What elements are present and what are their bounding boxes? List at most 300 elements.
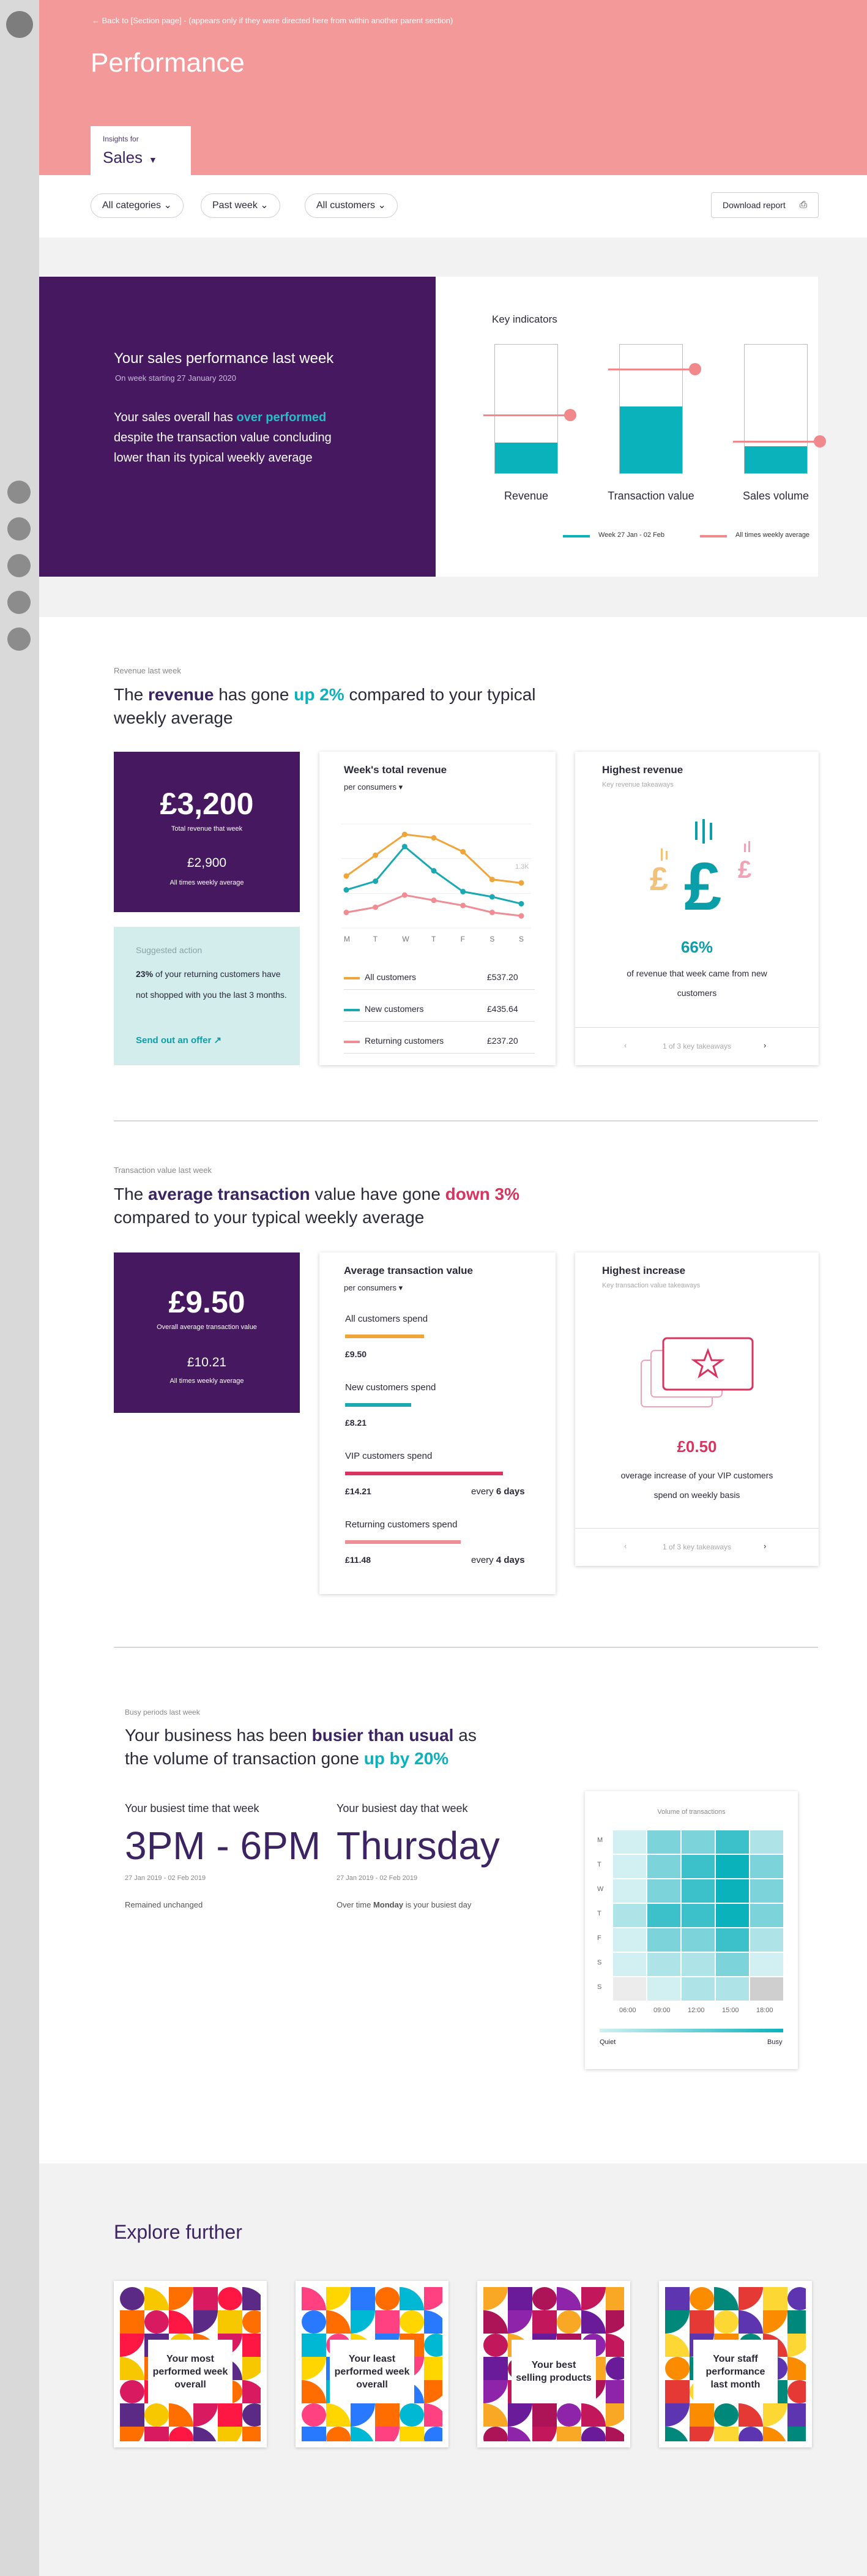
pattern-shape bbox=[351, 2310, 375, 2334]
heatmap-scale bbox=[600, 2029, 783, 2032]
pattern-shape bbox=[787, 2380, 806, 2403]
pattern-shape bbox=[120, 2357, 144, 2380]
revenue-total-card bbox=[114, 752, 300, 912]
busiest-time-label: Your busiest time that week bbox=[125, 1802, 259, 1814]
pattern-shape bbox=[424, 2403, 442, 2427]
indicator-bar bbox=[494, 344, 558, 474]
pattern-shape bbox=[483, 2357, 508, 2380]
pattern-shape bbox=[532, 2427, 557, 2441]
pattern-shape bbox=[120, 2334, 144, 2357]
pattern-shape bbox=[424, 2310, 442, 2334]
busiest-time-note: Remained unchanged bbox=[125, 1900, 203, 1909]
legend-swatch bbox=[344, 977, 360, 979]
highest-revenue-card bbox=[575, 752, 819, 1065]
pattern-shape bbox=[400, 2427, 424, 2441]
heatmap-cell bbox=[647, 1855, 680, 1878]
heatmap-hour-label: 12:00 bbox=[688, 2007, 705, 2014]
heatmap-cell bbox=[750, 1953, 783, 1976]
typical-marker bbox=[689, 363, 701, 375]
pattern-shape bbox=[606, 2427, 624, 2441]
legend-typical-swatch bbox=[700, 535, 727, 537]
heatmap-hour-label: 06:00 bbox=[619, 2007, 636, 2014]
highest-increase-value: £0.50 bbox=[677, 1437, 717, 1456]
pattern-shape bbox=[351, 2427, 375, 2441]
heatmap-cell bbox=[682, 1953, 715, 1976]
highest-revenue-title: Highest revenue bbox=[602, 764, 683, 776]
pattern-shape bbox=[665, 2427, 690, 2441]
pattern-shape bbox=[302, 2403, 326, 2427]
pattern-shape bbox=[120, 2380, 144, 2403]
pattern-shape bbox=[763, 2287, 787, 2310]
indicator-fill bbox=[745, 446, 807, 473]
heatmap-day-label: W bbox=[597, 1885, 604, 1893]
tab-value-wrap[interactable] bbox=[103, 148, 157, 167]
pattern-shape bbox=[218, 2287, 242, 2310]
pattern-shape bbox=[665, 2287, 690, 2310]
indicator-label: Transaction value bbox=[608, 490, 694, 502]
heatmap-quiet: Quiet bbox=[600, 2039, 616, 2046]
highest-increase-subtitle: Key transaction value takeaways bbox=[602, 1282, 701, 1289]
heatmap-day-label: T bbox=[597, 1910, 601, 1917]
heatmap-cell bbox=[682, 1855, 715, 1878]
legend-swatch bbox=[344, 1041, 360, 1043]
txn-bar bbox=[345, 1335, 424, 1338]
heatmap-hour-label: 15:00 bbox=[722, 2007, 739, 2014]
explore-tile[interactable] bbox=[477, 2281, 630, 2447]
explore-title: Explore further bbox=[114, 2221, 242, 2243]
pattern-shape bbox=[483, 2403, 508, 2427]
category-filter-label: All categories bbox=[102, 200, 162, 211]
txn-row-value: £14.21 bbox=[345, 1486, 371, 1496]
pattern-shape bbox=[532, 2287, 557, 2310]
highest-revenue-pct: 66% bbox=[680, 938, 713, 956]
x-tick-label: S bbox=[489, 935, 495, 943]
busiest-day-label: Your busiest day that week bbox=[337, 1802, 468, 1814]
pattern-shape bbox=[242, 2427, 261, 2441]
data-point bbox=[519, 913, 524, 919]
busiest-time-dates: 27 Jan 2019 - 02 Feb 2019 bbox=[125, 1874, 206, 1882]
heatmap-cell bbox=[716, 1953, 749, 1976]
pattern-shape bbox=[483, 2334, 508, 2357]
explore-tile[interactable] bbox=[659, 2281, 812, 2447]
heatmap-cell bbox=[682, 1904, 715, 1927]
pattern-shape bbox=[665, 2403, 690, 2427]
pattern-shape bbox=[557, 2427, 581, 2441]
heatmap-cell bbox=[613, 1879, 646, 1903]
pattern-shape bbox=[581, 2310, 606, 2334]
summary-text bbox=[114, 408, 334, 468]
note-bold: Monday bbox=[373, 1900, 404, 1909]
page bbox=[39, 0, 867, 2576]
pattern-shape bbox=[326, 2427, 351, 2441]
txn-row-value: £9.50 bbox=[345, 1349, 367, 1359]
typical-marker bbox=[814, 435, 826, 447]
txn-row-value: £8.21 bbox=[345, 1418, 367, 1428]
busiest-day-dates: 27 Jan 2019 - 02 Feb 2019 bbox=[337, 1874, 418, 1882]
heatmap-cell bbox=[716, 1855, 749, 1878]
explore-tile-label: Your least performed week overall bbox=[330, 2340, 414, 2403]
heatmap-busy: Busy bbox=[767, 2039, 783, 2046]
pattern-shape bbox=[193, 2427, 218, 2441]
menu-dot-icon[interactable] bbox=[6, 11, 33, 38]
pattern-shape bbox=[242, 2310, 261, 2334]
heatmap-cell bbox=[716, 1977, 749, 2001]
nav-dot-icon[interactable] bbox=[7, 554, 31, 577]
pattern-shape bbox=[375, 2427, 400, 2441]
heatmap-cell bbox=[613, 1830, 646, 1854]
txn-row-value: £11.48 bbox=[345, 1555, 371, 1565]
pattern-shape bbox=[606, 2334, 624, 2357]
summary-text-a: Your sales overall has bbox=[114, 411, 237, 424]
heatmap-cell bbox=[716, 1904, 749, 1927]
pattern-shape bbox=[557, 2310, 581, 2334]
pattern-shape bbox=[763, 2310, 787, 2334]
revenue-row-label: Returning customers bbox=[365, 1036, 444, 1046]
section-divider bbox=[114, 1647, 818, 1648]
txn-row-label: All customers spend bbox=[345, 1314, 428, 1324]
heatmap-cell bbox=[750, 1830, 783, 1854]
legend-swatch bbox=[344, 1009, 360, 1011]
pattern-shape bbox=[483, 2287, 508, 2310]
pattern-shape bbox=[690, 2310, 714, 2334]
heatmap-cell bbox=[682, 1928, 715, 1952]
chevron-down-icon: ⌄ bbox=[260, 200, 269, 211]
x-tick-label: S bbox=[519, 935, 524, 943]
heatmap-title: Volume of transactions bbox=[657, 1808, 726, 1816]
weekly-revenue-card bbox=[319, 752, 556, 1065]
revenue-total-label: Total revenue that week bbox=[171, 825, 243, 833]
heatmap-hour-label: 18:00 bbox=[756, 2007, 773, 2014]
pattern-shape bbox=[739, 2427, 763, 2441]
heatmap-cell bbox=[613, 1904, 646, 1927]
data-point bbox=[344, 874, 349, 879]
pattern-shape bbox=[242, 2380, 261, 2403]
back-link[interactable]: ← Back to [Section page] - (appears only if they were directed here from within another parent section) bbox=[92, 16, 453, 25]
pattern-shape bbox=[375, 2403, 400, 2427]
heatmap-cell bbox=[750, 1904, 783, 1927]
revenue-average: £2,900 bbox=[187, 856, 227, 870]
pattern-shape bbox=[665, 2380, 690, 2403]
pattern-shape bbox=[787, 2403, 806, 2427]
heatmap-cell bbox=[613, 1953, 646, 1976]
pattern-shape bbox=[193, 2287, 218, 2310]
highest-increase-text: overage increase of your VIP customers spend on weekly basis bbox=[620, 1470, 773, 1500]
voucher-star-icon bbox=[636, 1332, 759, 1418]
summary-text-c: despite the transaction value concluding lower than its typical weekly average bbox=[114, 431, 332, 465]
pattern-shape bbox=[326, 2287, 351, 2310]
x-tick-label: T bbox=[373, 935, 378, 943]
headline-change: up by 20% bbox=[363, 1749, 449, 1768]
indicator-bar bbox=[744, 344, 808, 474]
headline-text: Your business has been bbox=[125, 1726, 312, 1745]
pattern-shape bbox=[787, 2427, 806, 2441]
heatmap-day-label: S bbox=[597, 1959, 602, 1966]
explore-tile-label: Your staff performance last month bbox=[693, 2340, 778, 2403]
pattern-shape bbox=[690, 2403, 714, 2427]
pattern-shape bbox=[218, 2310, 242, 2334]
data-point bbox=[431, 868, 437, 874]
key-indicators-title: Key indicators bbox=[492, 313, 557, 325]
insights-tab[interactable] bbox=[91, 126, 191, 175]
pattern-shape bbox=[606, 2403, 624, 2427]
heatmap-cell bbox=[716, 1928, 749, 1952]
data-point bbox=[402, 832, 407, 837]
pattern-shape bbox=[375, 2287, 400, 2310]
data-point bbox=[460, 903, 466, 908]
svg-text:£: £ bbox=[738, 856, 752, 883]
pattern-shape bbox=[120, 2427, 144, 2441]
heatmap-cell bbox=[647, 1904, 680, 1927]
txn-total: £9.50 bbox=[168, 1285, 245, 1319]
svg-text:£: £ bbox=[684, 849, 722, 923]
pattern-shape bbox=[581, 2403, 606, 2427]
txn-bar bbox=[345, 1540, 461, 1544]
pattern-shape bbox=[326, 2403, 351, 2427]
nav-dot-icon[interactable] bbox=[7, 627, 31, 651]
revenue-row-label: New customers bbox=[365, 1004, 424, 1014]
pattern-shape bbox=[169, 2287, 193, 2310]
txn-row-frequency bbox=[471, 1486, 525, 1497]
pattern-shape bbox=[763, 2403, 787, 2427]
pattern-shape bbox=[326, 2310, 351, 2334]
headline-text: value have gone bbox=[310, 1185, 445, 1204]
key-indicators-panel bbox=[436, 277, 818, 577]
revenue-headline bbox=[114, 683, 579, 730]
heatmap-day-label: F bbox=[597, 1934, 601, 1942]
data-point bbox=[460, 849, 466, 855]
row-divider bbox=[344, 989, 535, 990]
headline-change: down 3% bbox=[445, 1185, 520, 1204]
explore-tile[interactable] bbox=[114, 2281, 267, 2447]
explore-tile-label: Your most performed week overall bbox=[148, 2340, 233, 2403]
nav-dot-icon[interactable] bbox=[7, 517, 31, 541]
headline-text: The bbox=[114, 1185, 149, 1204]
pattern-shape bbox=[120, 2287, 144, 2310]
pattern-shape bbox=[787, 2334, 806, 2357]
headline-change: up 2% bbox=[294, 685, 344, 704]
pattern-shape bbox=[483, 2310, 508, 2334]
divider bbox=[575, 1027, 819, 1028]
pattern-shape bbox=[424, 2287, 442, 2310]
frequency-text: every bbox=[471, 1486, 496, 1497]
x-tick-label: W bbox=[402, 935, 409, 943]
data-point bbox=[431, 835, 437, 841]
pattern-shape bbox=[606, 2380, 624, 2403]
caret-down-icon: ▼ bbox=[149, 155, 157, 165]
pattern-shape bbox=[302, 2427, 326, 2441]
pattern-shape bbox=[714, 2310, 739, 2334]
revenue-line-chart bbox=[319, 806, 556, 945]
pattern-shape bbox=[302, 2357, 326, 2380]
txn-average-label: All times weekly average bbox=[169, 1377, 244, 1385]
x-tick-label: F bbox=[460, 935, 466, 943]
indicator-label: Sales volume bbox=[742, 490, 809, 502]
pattern-shape bbox=[302, 2334, 326, 2357]
headline-bold: busier than usual bbox=[311, 1726, 454, 1745]
download-icon: ⎙ bbox=[799, 200, 807, 210]
arrow-up-right-icon: ↗ bbox=[214, 1035, 222, 1046]
pattern-shape bbox=[424, 2357, 442, 2380]
nav-dot-icon[interactable] bbox=[7, 591, 31, 614]
series-line bbox=[346, 847, 521, 904]
txn-total-card bbox=[114, 1252, 300, 1413]
indicator-label: Revenue bbox=[504, 490, 549, 502]
takeaway-pager: 1 of 3 key takeaways bbox=[662, 1042, 732, 1050]
headline-text: as the volume of transaction gone bbox=[125, 1726, 477, 1768]
legend-typical: All times weekly average bbox=[735, 531, 810, 539]
pattern-shape bbox=[557, 2287, 581, 2310]
pattern-shape bbox=[739, 2310, 763, 2334]
pattern-shape bbox=[532, 2310, 557, 2334]
data-point bbox=[489, 910, 495, 915]
legend-current: Week 27 Jan - 02 Feb bbox=[598, 531, 665, 539]
highest-revenue-text: of revenue that week came from new customers bbox=[627, 968, 767, 998]
data-point bbox=[402, 844, 407, 849]
pattern-shape bbox=[218, 2427, 242, 2441]
revenue-section-label: Revenue last week bbox=[114, 666, 181, 675]
tab-value: Sales bbox=[103, 148, 143, 167]
headline-text: The bbox=[114, 685, 149, 704]
heatmap-day-label: T bbox=[597, 1861, 601, 1868]
pattern-shape bbox=[302, 2380, 326, 2403]
txn-bar bbox=[345, 1472, 503, 1475]
next-chevron-icon[interactable]: › bbox=[764, 1041, 767, 1050]
highest-increase-title: Highest increase bbox=[602, 1265, 686, 1276]
suggest-pct: 23% bbox=[136, 969, 154, 979]
heatmap-cell bbox=[682, 1977, 715, 2001]
pattern-shape bbox=[763, 2427, 787, 2441]
pattern-shape bbox=[424, 2380, 442, 2403]
send-offer-link[interactable] bbox=[136, 1035, 221, 1046]
pattern-shape bbox=[400, 2310, 424, 2334]
pattern-shape bbox=[532, 2403, 557, 2427]
frequency-days: 4 days bbox=[496, 1555, 525, 1565]
pattern-shape bbox=[242, 2334, 261, 2357]
heatmap-cell bbox=[750, 1855, 783, 1878]
pattern-shape bbox=[739, 2403, 763, 2427]
pattern-shape bbox=[218, 2403, 242, 2427]
data-point bbox=[489, 877, 495, 882]
busiest-day-note bbox=[337, 1900, 471, 1909]
pattern-shape bbox=[739, 2287, 763, 2310]
nav-dot-icon[interactable] bbox=[7, 481, 31, 504]
indicator-bar bbox=[619, 344, 683, 474]
headline-text: has gone bbox=[214, 685, 294, 704]
data-point bbox=[460, 889, 466, 894]
svg-text:£: £ bbox=[650, 861, 669, 897]
pattern-shape bbox=[400, 2287, 424, 2310]
busy-section-label: Busy periods last week bbox=[125, 1708, 200, 1717]
typical-line bbox=[608, 369, 694, 370]
pattern-shape bbox=[665, 2310, 690, 2334]
customer-filter[interactable] bbox=[305, 193, 398, 218]
summary-title: Your sales performance last week bbox=[114, 350, 334, 367]
pattern-shape bbox=[787, 2287, 806, 2310]
avg-transaction-card bbox=[319, 1252, 556, 1594]
headline-bold: revenue bbox=[148, 685, 214, 704]
download-label: Download report bbox=[723, 200, 786, 210]
avg-transaction-filter[interactable] bbox=[344, 1283, 403, 1293]
pattern-shape bbox=[606, 2310, 624, 2334]
customer-filter-label: All customers bbox=[316, 200, 376, 211]
pattern-shape bbox=[351, 2403, 375, 2427]
x-tick-label: M bbox=[344, 935, 350, 943]
pattern-shape bbox=[787, 2357, 806, 2380]
data-point bbox=[373, 905, 378, 910]
category-filter[interactable] bbox=[91, 193, 184, 218]
busiest-time-value: 3PM - 6PM bbox=[125, 1824, 321, 1868]
heatmap-cell bbox=[750, 1879, 783, 1903]
pattern-shape bbox=[483, 2380, 508, 2403]
note-text: is your busiest day bbox=[403, 1900, 472, 1909]
data-point bbox=[402, 893, 407, 898]
legend-current-swatch bbox=[563, 535, 590, 537]
pattern-shape bbox=[714, 2403, 739, 2427]
period-filter[interactable] bbox=[201, 193, 280, 218]
pattern-shape bbox=[581, 2287, 606, 2310]
pattern-shape bbox=[302, 2287, 326, 2310]
row-divider bbox=[344, 1053, 535, 1054]
suggest-text: of your returning customers have not shopped with you the last 3 months. bbox=[136, 969, 287, 1000]
row-divider bbox=[344, 1021, 535, 1022]
prev-chevron-icon[interactable]: ‹ bbox=[624, 1541, 627, 1551]
txn-total-label: Overall average transaction value bbox=[157, 1324, 257, 1331]
pattern-shape bbox=[169, 2427, 193, 2441]
takeaway-pager: 1 of 3 key takeaways bbox=[662, 1543, 732, 1551]
txn-average: £10.21 bbox=[187, 1355, 227, 1369]
typical-marker bbox=[564, 409, 576, 421]
heatmap-cell bbox=[647, 1953, 680, 1976]
chart-title: Week's total revenue bbox=[344, 764, 447, 776]
heatmap-cell bbox=[682, 1830, 715, 1854]
suggested-action-text bbox=[136, 964, 289, 1005]
data-point bbox=[519, 901, 524, 907]
tab-label: Insights for bbox=[103, 135, 139, 143]
headline-text: compared to your typical weekly average bbox=[114, 1208, 425, 1227]
pattern-shape bbox=[665, 2357, 690, 2380]
headline-text: compared to your typical weekly average bbox=[114, 685, 536, 727]
pattern-shape bbox=[787, 2310, 806, 2334]
pattern-shape bbox=[400, 2403, 424, 2427]
pattern-shape bbox=[193, 2310, 218, 2334]
divider bbox=[575, 1528, 819, 1529]
pattern-shape bbox=[508, 2403, 532, 2427]
pattern-shape bbox=[302, 2310, 326, 2334]
chart-filter[interactable] bbox=[344, 782, 403, 792]
prev-chevron-icon[interactable]: ‹ bbox=[624, 1041, 627, 1050]
pattern-shape bbox=[690, 2287, 714, 2310]
heatmap-cell bbox=[682, 1879, 715, 1903]
pattern-shape bbox=[120, 2310, 144, 2334]
heatmap-cell bbox=[647, 1977, 680, 2001]
pattern-shape bbox=[242, 2403, 261, 2427]
next-chevron-icon[interactable]: › bbox=[764, 1541, 767, 1551]
txn-row-frequency bbox=[471, 1555, 525, 1565]
explore-tile[interactable] bbox=[296, 2281, 448, 2447]
typical-line bbox=[733, 441, 819, 443]
pattern-shape bbox=[557, 2403, 581, 2427]
highest-increase-card bbox=[575, 1252, 819, 1566]
chart-filter-label: per consumers bbox=[344, 782, 396, 792]
pattern-shape bbox=[242, 2287, 261, 2310]
page-header bbox=[39, 0, 867, 175]
pattern-shape bbox=[144, 2403, 169, 2427]
txn-headline bbox=[114, 1183, 579, 1229]
frequency-days: 6 days bbox=[496, 1486, 525, 1497]
data-point bbox=[344, 910, 349, 915]
download-report-button[interactable] bbox=[711, 192, 819, 218]
pattern-shape bbox=[690, 2427, 714, 2441]
